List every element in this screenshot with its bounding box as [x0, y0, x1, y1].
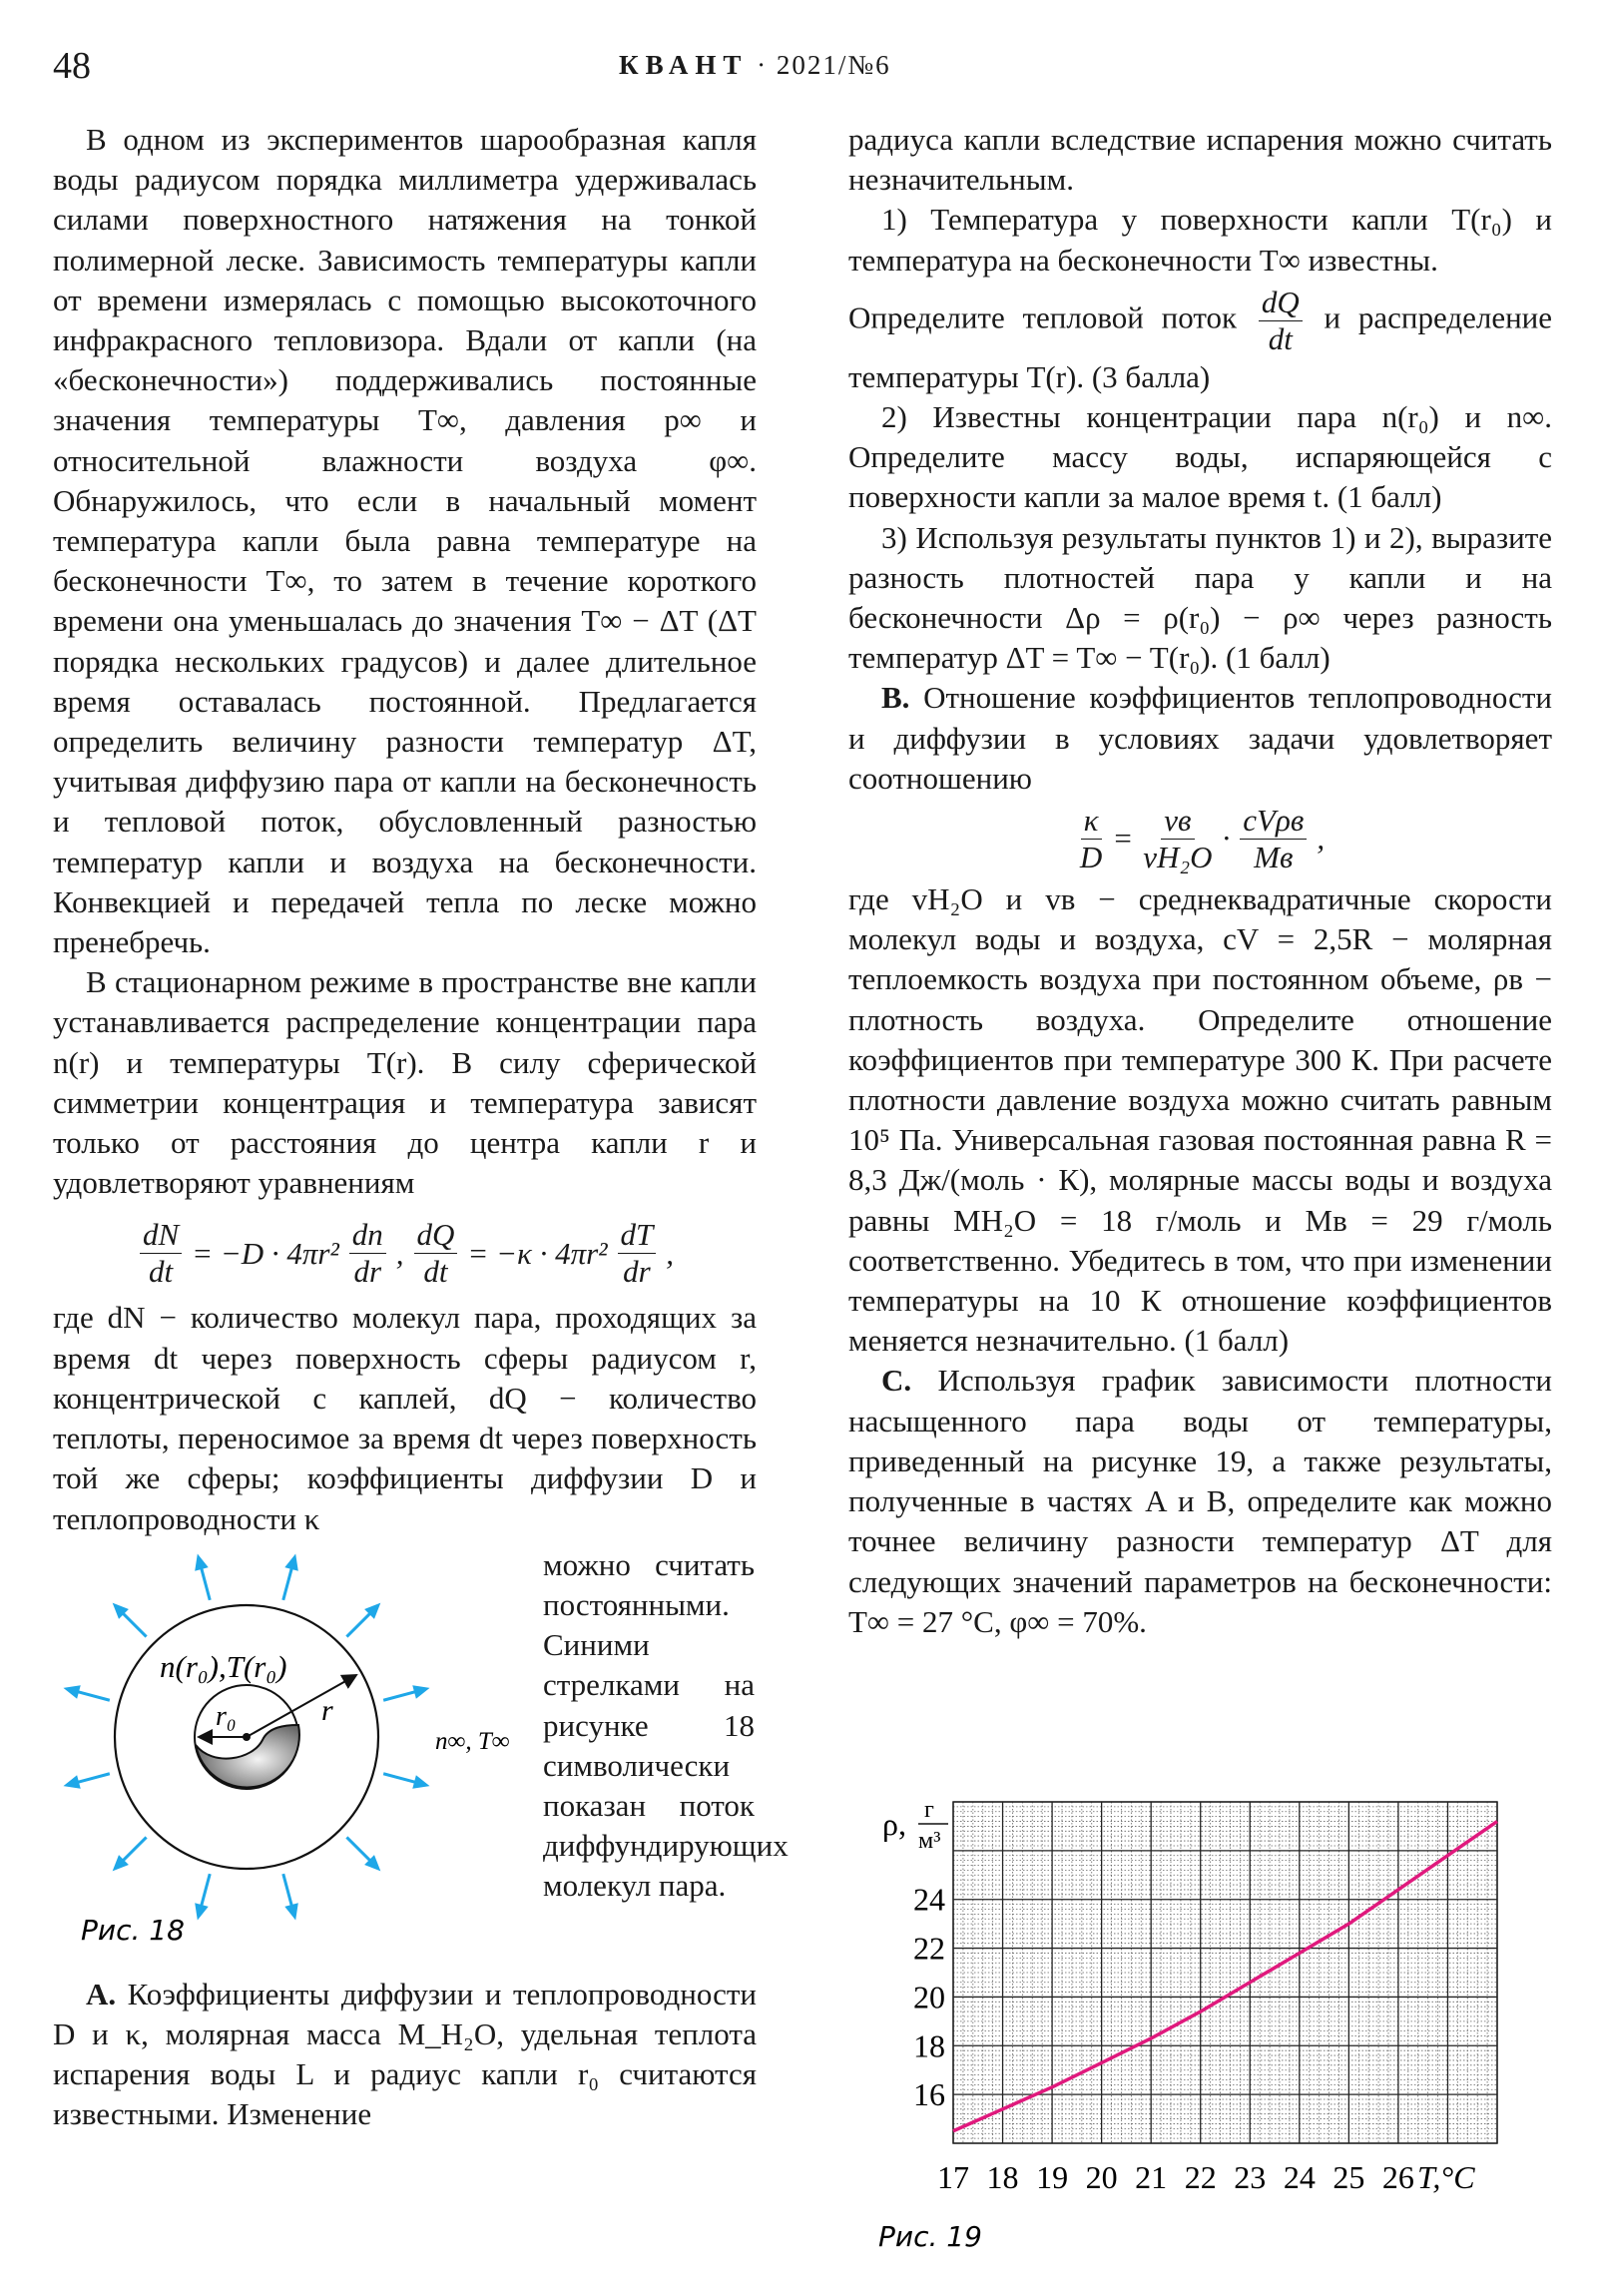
droplet-center — [243, 1733, 251, 1741]
fraction — [140, 1217, 182, 1290]
fraction-dq-dt — [1259, 285, 1303, 357]
vapor-flux-arrowhead — [284, 1553, 298, 1570]
equation-part: = — [1112, 821, 1134, 857]
paragraph-continued: радиуса капли вследствие испарения можно считать незначительным. — [848, 122, 1552, 198]
part-c-text: Используя график зависимости плотности насыщенного пара воды от температуры, приведенный на рисунке 19, а также результаты, полученные в частях A и B, определите как можно точнее величину разности температур ΔT для следующих значений параметров на бесконечности: T∞ = 27 °C, φ∞ = 70%. — [848, 1363, 1552, 1639]
fraction — [349, 1217, 386, 1290]
numerator: dT — [618, 1217, 657, 1254]
denominator: dt — [1268, 320, 1293, 356]
vapor-flux-arrowhead — [63, 1685, 80, 1699]
paragraph-part-c — [848, 1361, 1552, 1641]
vapor-flux-arrow — [201, 1565, 210, 1600]
numerator: cVρв — [1240, 803, 1307, 840]
figure-18-row — [53, 1545, 789, 1975]
numerator: dN — [140, 1217, 182, 1254]
x-tick-label: 20 — [1085, 2159, 1118, 2195]
x-tick-label: 24 — [1283, 2159, 1316, 2195]
vapor-flux-arrowhead — [195, 1903, 209, 1920]
label-inner-conditions: n(r₀),T(r₀) — [160, 1648, 287, 1684]
fraction — [414, 1217, 458, 1290]
figure-19-caption: Рис. 19 — [878, 2220, 982, 2253]
label-r: r — [321, 1693, 333, 1727]
equation-part: , — [1317, 821, 1326, 857]
x-tick-label: 25 — [1332, 2159, 1365, 2195]
question-3: 3) Используя результаты пунктов 1) и 2), выразите разность плотностей пара у капли и на бесконечности Δρ = ρ(r₀) − ρ∞ через разность температур ΔT = T∞ − T(r₀). (1 балл) — [848, 519, 1552, 676]
vapor-flux-arrow — [283, 1874, 292, 1909]
equation-part: , — [666, 1235, 675, 1271]
figure-18-droplet-diagram — [53, 1545, 527, 1975]
x-tick-label: 17 — [937, 2159, 969, 2195]
y-tick-label: 16 — [913, 2076, 945, 2113]
vapor-flux-arrow — [121, 1611, 146, 1636]
part-a-text: Коэффициенты диффузии и теплопроводности D и κ, молярная масса M_H₂O, удельная теплота испарения воды L и радиус капли r₀ считаются известными. Изменение — [53, 1976, 757, 2132]
equation-part: , — [395, 1235, 404, 1271]
part-b-label: B. — [881, 680, 910, 716]
fraction — [1080, 803, 1102, 875]
question-1b-post: и распределение температуры T(r). (3 балла) — [848, 299, 1553, 394]
denominator: dt — [423, 1254, 448, 1290]
equation-part: = −κ · 4πr² — [467, 1235, 608, 1271]
numerator: dQ — [1259, 285, 1303, 321]
denominator: dt — [149, 1254, 174, 1290]
vapor-flux-arrow — [383, 1773, 418, 1782]
label-r0: r₀ — [216, 1700, 237, 1732]
x-tick-label: 22 — [1184, 2159, 1217, 2195]
vapor-flux-arrow — [346, 1611, 371, 1636]
label-outer-conditions: n∞, T∞ — [435, 1727, 510, 1755]
vapor-flux-arrow — [283, 1565, 292, 1600]
denominator: dr — [353, 1254, 382, 1290]
x-tick-label: 21 — [1135, 2159, 1168, 2195]
vapor-flux-arrow — [346, 1837, 371, 1862]
page-number: 48 — [53, 45, 91, 87]
x-tick-label: 19 — [1036, 2159, 1069, 2195]
paragraph-part-b-2: где vH₂O и vв − среднеквадратичные скорости молекул воды и воздуха, cV = 2,5R − молярная теплоемкость воздуха при постоянном объеме, ρв − плотность воздуха. Определите отношение коэффициентов при температуре 300 К. При расчете плотности давление воздуха можно считать равным 10⁵ Па. Универсальная газовая постоянная равна R = 8,3 Дж/(моль · К), молярные массы воды и воздуха равны MH₂O = 18 г/моль и Mв = 29 г/моль соответственно. Убедитесь в том, что при изменении температуры на 10 К отношение коэффициентов меняется незначительно. (1 балл) — [848, 881, 1552, 1359]
denominator: D — [1079, 840, 1103, 875]
journal-issue: 2021/№6 — [776, 50, 891, 80]
equation-diffusion-heat — [53, 1217, 757, 1290]
paragraph-intro: В одном из экспериментов шарообразная капля воды радиусом порядка миллиметра удерживалась силами поверхностного натяжения на тонкой полимерной леске. Зависимость температуры капли от времени измерялась с помощью высокоточного инфракрасного тепловизора. Вдали от капли (на «бесконечности») поддерживались постоянные значения температуры T∞, давления p∞ и относительной влажности воздуха φ∞. Обнаружилось, что если в начальный момент температура капли была равна температуре на бесконечности T∞, то затем в течение короткого времени она уменьшалась до значения T∞ − ΔT (ΔT порядка нескольких градусов) и далее длительное время оставалась постоянной. Предлагается определить величину разности температур ΔT, учитывая диффузию пара от капли на бесконечность и тепловой поток, обусловленный разностью температур капли и воздуха на бесконечности. Конвекцией и передачей тепла по леске можно пренебречь. — [53, 122, 757, 960]
question-1b-pre: Определите тепловой поток — [848, 299, 1238, 335]
denominator: dr — [623, 1254, 651, 1290]
left-column — [53, 120, 789, 2135]
y-tick-label: 22 — [913, 1930, 945, 1967]
vapor-flux-arrow — [121, 1837, 146, 1862]
part-a-label: A. — [86, 1976, 117, 2011]
fraction — [1143, 803, 1212, 875]
formula-b — [848, 803, 1552, 875]
denominator: Mв — [1254, 840, 1294, 875]
y-tick-label: 20 — [913, 1979, 945, 2015]
y-axis-unit-denominator: м³ — [918, 1828, 941, 1854]
vapor-flux-arrowhead — [195, 1553, 209, 1570]
equation-part: · — [1222, 821, 1231, 857]
numerator: κ — [1081, 803, 1102, 840]
fraction — [1240, 803, 1307, 875]
paragraph-part-a — [53, 1975, 757, 2135]
journal-name: КВАНТ — [619, 50, 749, 80]
denominator: vH₂O — [1143, 840, 1213, 875]
numerator: dn — [349, 1217, 386, 1254]
vapor-flux-arrowhead — [63, 1775, 80, 1789]
paragraph-part-b — [848, 678, 1552, 799]
y-tick-label: 18 — [913, 2027, 945, 2064]
x-tick-label: 26 — [1381, 2159, 1414, 2195]
part-c-label: C. — [881, 1363, 912, 1399]
paragraph-arrows: можно считать постоянными. Синими стрелками на рисунке 18 символически показан поток диффундирующих молекул пара. — [543, 1546, 789, 1904]
vapor-flux-arrowhead — [412, 1775, 429, 1789]
right-column — [848, 120, 1552, 1642]
figure-19-density-chart — [858, 1787, 1557, 2276]
vapor-flux-arrow — [383, 1691, 418, 1700]
y-axis-label: ρ, — [882, 1806, 906, 1842]
vapor-flux-arrowhead — [284, 1903, 298, 1920]
x-tick-label: 18 — [986, 2159, 1019, 2195]
paragraph-stationary: В стационарном режиме в пространстве вне капли устанавливается распределение концентрации пара n(r) и температуры T(r). В силу сферической симметрии концентрация и температура зависят только от расстояния до центра капли r и удовлетворяют уравнениям — [53, 964, 757, 1201]
question-2: 2) Известны концентрации пара n(r₀) и n∞. Определите массу воды, испаряющейся с поверхности капли за малое время t. (1 балл) — [848, 399, 1552, 515]
header-separator: · — [757, 50, 769, 80]
figure-side-text — [543, 1545, 789, 1975]
question-1b — [848, 285, 1552, 397]
figure-18-caption: Рис. 18 — [81, 1913, 185, 1947]
numerator: vв — [1161, 803, 1194, 840]
part-b-text: Отношение коэффициентов теплопроводности и диффузии в условиях задачи удовлетворяет соотношению — [848, 680, 1552, 796]
equation-part: = −D · 4πr² — [192, 1235, 339, 1271]
vapor-flux-arrow — [75, 1691, 110, 1700]
numerator: dQ — [414, 1217, 458, 1254]
journal-title — [619, 50, 891, 81]
x-tick-label: 23 — [1234, 2159, 1267, 2195]
paragraph-definitions: где dN − количество молекул пара, проходящих за время dt через поверхность сферы радиусом r, концентрической с каплей, dQ − количество теплоты, переносимое за время dt через поверхность той же сферы; коэффициенты диффузии D и теплопроводности κ — [53, 1300, 757, 1536]
fraction — [618, 1217, 657, 1290]
minor-grid — [953, 1802, 1497, 2143]
question-1a: 1) Температура у поверхности капли T(r₀) и температура на бесконечности T∞ известны. — [848, 202, 1552, 278]
vapor-flux-arrow — [75, 1773, 110, 1782]
vapor-flux-arrow — [201, 1874, 210, 1909]
y-axis-unit-numerator: г — [924, 1797, 934, 1823]
vapor-flux-arrowhead — [412, 1685, 429, 1699]
y-tick-label: 24 — [913, 1881, 945, 1918]
x-axis-label: T,°C — [1417, 2159, 1475, 2195]
